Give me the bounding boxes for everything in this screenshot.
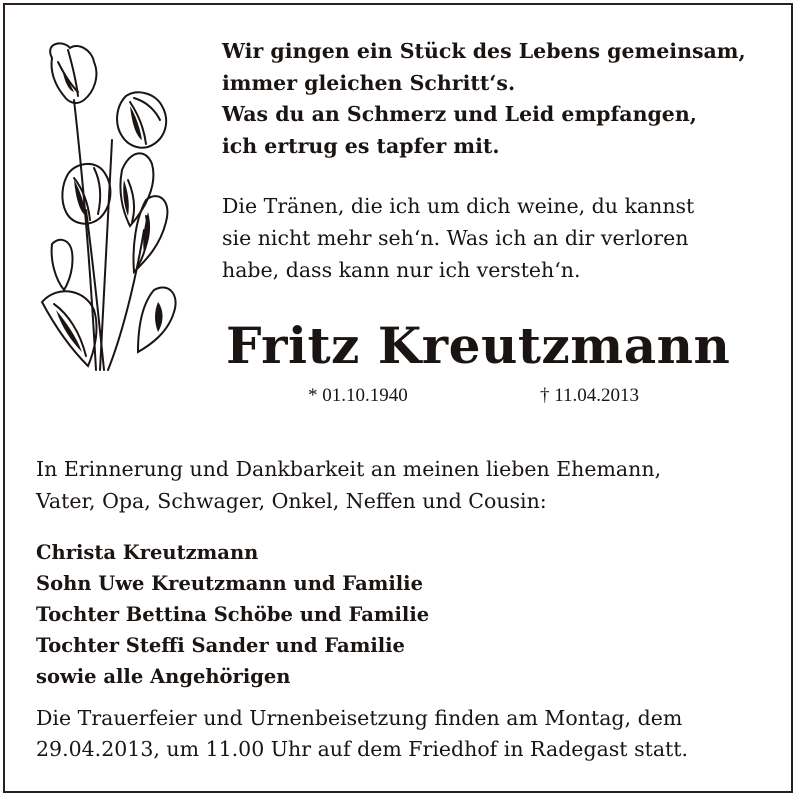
memory-line: In Erinnerung und Dankbarkeit an meinen lieben Ehemann, xyxy=(36,457,662,481)
poem-block xyxy=(222,36,782,162)
mourner-item: Christa Kreutzmann xyxy=(36,541,259,564)
mourner-item: Tochter Steffi Sander und Familie xyxy=(36,634,405,657)
deceased-name: Fritz Kreutzmann xyxy=(226,316,731,375)
mourner-item: Sohn Uwe Kreutzmann und Familie xyxy=(36,572,423,595)
birth-date: * 01.10.1940 xyxy=(308,385,408,406)
poem-line: Was du an Schmerz und Leid empfangen, xyxy=(222,102,697,126)
memory-line: Vater, Opa, Schwager, Onkel, Neffen und Cousin: xyxy=(36,489,547,513)
verse-line: Die Tränen, die ich um dich weine, du kannst xyxy=(222,194,695,218)
poem-line: ich ertrug es tapfer mit. xyxy=(222,133,500,158)
funeral-line: 29.04.2013, um 11.00 Uhr auf dem Friedhof in Radegast statt. xyxy=(36,737,689,761)
funeral-info xyxy=(36,703,776,765)
verse-line: habe, dass kann nur ich versteh‘n. xyxy=(222,258,581,282)
poem-line: Wir gingen ein Stück des Lebens gemeinsam, xyxy=(222,39,746,63)
poem-line: immer gleichen Schritt‘s. xyxy=(222,70,516,95)
tears-verse xyxy=(222,190,782,286)
calla-lily-icon xyxy=(34,40,184,376)
mourners-list xyxy=(36,537,776,692)
mourner-item: Tochter Bettina Schöbe und Familie xyxy=(36,603,430,626)
memory-text xyxy=(36,453,776,517)
death-date: † 11.04.2013 xyxy=(540,385,640,406)
mourner-item: sowie alle Angehörigen xyxy=(36,665,291,688)
verse-line: sie nicht mehr seh‘n. Was ich an dir verloren xyxy=(222,226,689,250)
funeral-line: Die Trauerfeier und Urnenbeisetzung finden am Montag, dem xyxy=(36,706,683,730)
